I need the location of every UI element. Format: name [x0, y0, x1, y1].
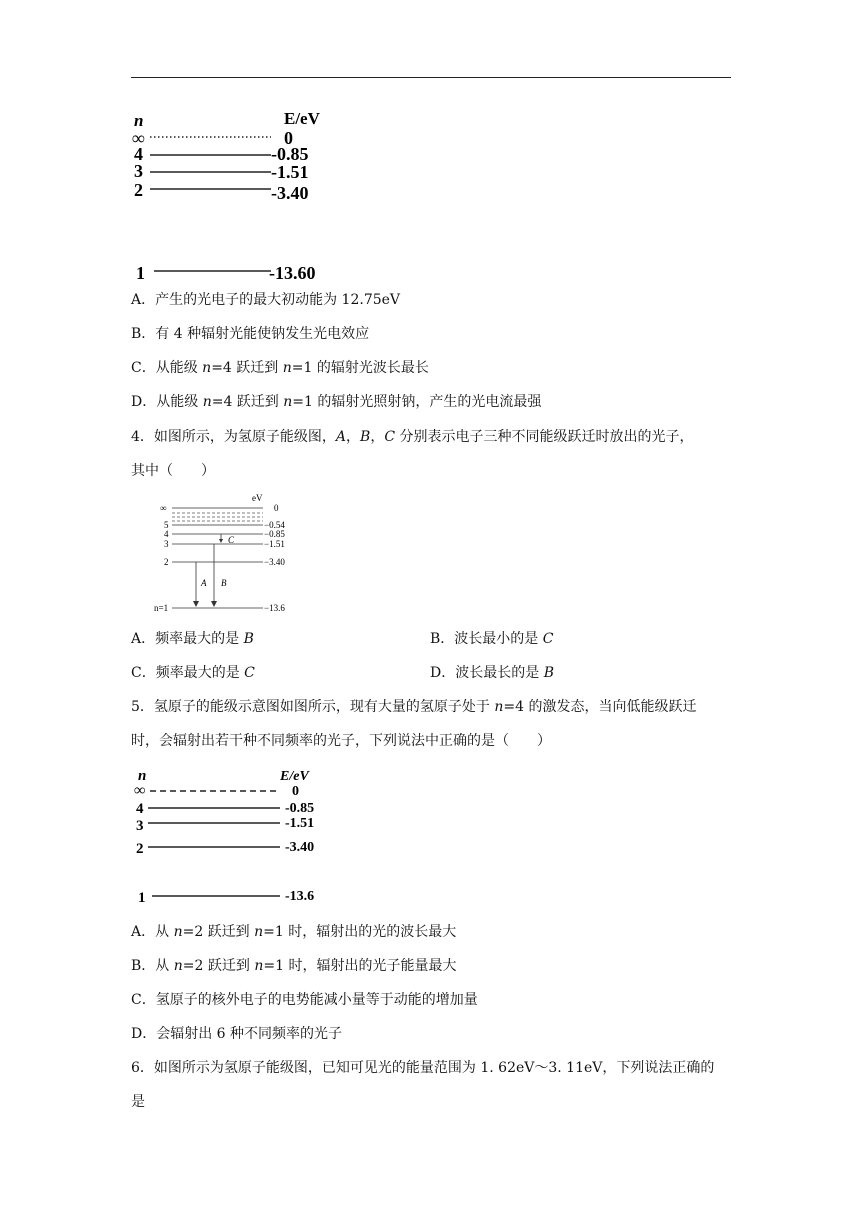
energy-level-diagram-1 — [128, 108, 338, 283]
q6-stem-line1: 6．如图所示为氢原子能级图，已知可见光的能量范围为 1. 62eV～3. 11eV，下列说法正确的 — [131, 1060, 715, 1076]
level-energy-3: -1.51 — [285, 816, 315, 831]
level-label-3: 3 — [134, 161, 143, 181]
header-rule — [131, 77, 731, 78]
q3-option-d: D．从能级 n=4 跃迁到 n=1 的辐射光照射钠，产生的光电流最强 — [131, 394, 542, 410]
transition-label-a: A — [201, 578, 207, 588]
level-label-inf: ∞ — [134, 782, 146, 799]
level-energy-3: -1.51 — [271, 162, 309, 182]
level-energy-2: -3.40 — [285, 840, 315, 855]
level-label-4: 4 — [134, 144, 143, 164]
transition-arrowhead-b — [211, 601, 217, 607]
level-label-1: n=1 — [154, 603, 169, 613]
level-energy-4: -0.85 — [271, 144, 309, 164]
level-label-4: 4 — [136, 801, 144, 817]
energy-axis-label: E/eV — [284, 109, 320, 128]
level-label-inf: ∞ — [132, 128, 145, 148]
q5-stem-line1: 5．氢原子的能级示意图如图所示，现有大量的氢原子处于 n=4 的激发态，当向低能级跃迁 — [131, 699, 697, 715]
q3-option-c: C．从能级 n=4 跃迁到 n=1 的辐射光波长最长 — [131, 360, 429, 376]
level-label-2: 2 — [136, 841, 144, 857]
q6-stem-line2: 是 — [131, 1094, 145, 1110]
q5-option-b: B．从 n=2 跃迁到 n=1 时，辐射出的光子能量最大 — [131, 958, 457, 974]
level-label-2: 2 — [164, 557, 169, 567]
q4-option-b: B．波长最小的是 C — [430, 631, 554, 647]
energy-level-diagram-3 — [132, 766, 332, 906]
q4-stem-line1: 4．如图所示，为氢原子能级图，A，B，C 分别表示电子三种不同能级跃迁时放出的光子， — [131, 429, 694, 445]
q4-option-a: A．频率最大的是 B — [131, 631, 254, 647]
transition-arrowhead-c — [219, 539, 223, 543]
level-energy-3: −1.51 — [264, 539, 285, 549]
level-energy-4: −0.85 — [264, 529, 285, 539]
transition-label-b: B — [221, 578, 227, 588]
level-label-3: 3 — [136, 818, 144, 834]
level-energy-1: -13.6 — [285, 889, 315, 904]
level-energy-1: −13.6 — [264, 603, 285, 613]
level-label-2: 2 — [134, 180, 143, 200]
level-label-1: 1 — [138, 890, 146, 906]
energy-axis-label: E/eV — [280, 769, 309, 784]
level-label-4: 4 — [164, 529, 169, 539]
q5-stem-line2: 时，会辐射出若干种不同频率的光子，下列说法中正确的是（ ） — [131, 733, 551, 749]
level-energy-4: -0.85 — [285, 801, 315, 816]
energy-level-diagram-2 — [150, 490, 310, 616]
q5-option-d: D．会辐射出 6 种不同频率的光子 — [131, 1026, 343, 1042]
q4-stem-line2: 其中（ ） — [131, 463, 215, 479]
level-energy-inf: 0 — [292, 784, 299, 799]
n-axis-label: n — [134, 111, 144, 130]
transition-arrowhead-a — [193, 601, 199, 607]
level-label-5: 5 — [164, 520, 169, 530]
inf-label: ∞ — [160, 503, 167, 513]
level-energy-2: -3.40 — [271, 183, 309, 203]
level-energy-inf: 0 — [284, 128, 293, 148]
zero-energy: 0 — [274, 503, 279, 513]
q5-option-c: C．氢原子的核外电子的电势能减小量等于动能的增加量 — [131, 992, 478, 1008]
q5-option-a: A．从 n=2 跃迁到 n=1 时，辐射出的光的波长最大 — [131, 924, 457, 940]
q3-option-b: B．有 4 种辐射光能使钠发生光电效应 — [131, 326, 370, 342]
level-energy-2: −3.40 — [264, 557, 285, 567]
q4-option-c: C．频率最大的是 C — [131, 665, 255, 681]
q4-option-d: D．波长最长的是 B — [430, 665, 554, 681]
level-energy-5: −0.54 — [264, 520, 285, 530]
eV-label: eV — [252, 493, 263, 503]
level-label-1: 1 — [136, 263, 145, 283]
q3-option-a: A．产生的光电子的最大初动能为 12.75eV — [131, 292, 401, 308]
n-axis-label: n — [138, 768, 147, 784]
level-label-3: 3 — [164, 539, 169, 549]
transition-label-c: C — [228, 535, 235, 545]
level-energy-1: -13.60 — [269, 263, 316, 283]
